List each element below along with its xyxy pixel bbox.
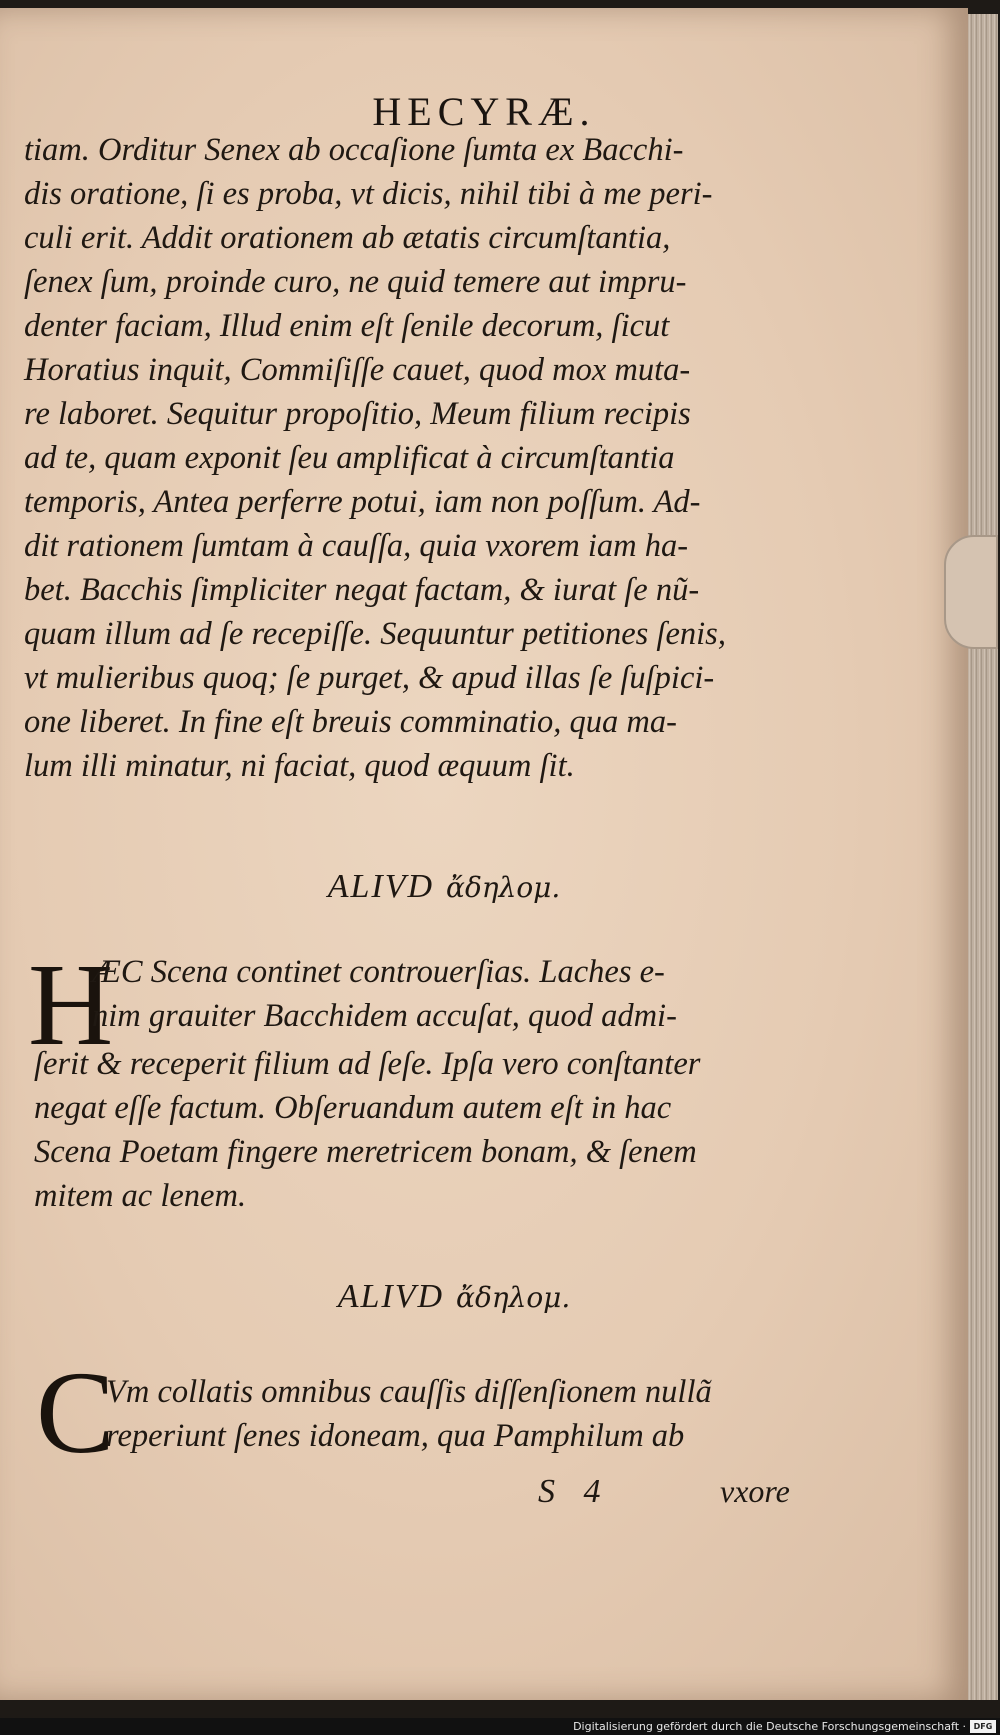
- text-line: bet. Bacchis ſimpliciter negat factam, & iurat ſe nũ-: [24, 572, 700, 608]
- text-line: Horatius inquit, Commiſiſſe cauet, quod mox muta-: [24, 352, 691, 388]
- paragraph-2: [34, 1042, 814, 1218]
- running-head: HECYRÆ.: [372, 89, 596, 134]
- text-line: culi erit. Addit orationem ab ætatis circumſtantia,: [24, 220, 671, 256]
- paragraph-3: [106, 1370, 816, 1458]
- text-line: quam illum ad ſe recepiſſe. Sequuntur petitiones ſenis,: [24, 616, 726, 652]
- section-heading-1: [0, 868, 928, 906]
- heading-greek: ἄδηλομ.: [456, 1281, 571, 1314]
- text-line: one liberet. In fine eſt breuis comminatio, qua ma-: [24, 704, 677, 740]
- heading-latin: ALIVD: [327, 868, 435, 905]
- paragraph-1: [24, 128, 804, 788]
- text-line: ſenex ſum, proinde curo, ne quid temere aut impru-: [24, 264, 687, 300]
- paragraph-2-first-lines: [92, 950, 812, 1038]
- page-clip: [944, 535, 998, 649]
- dfg-logo: DFG: [970, 1720, 996, 1733]
- text-line: Vm collatis omnibus cauſſis diſſenſionem nullã: [106, 1374, 712, 1410]
- text-line: nim grauiter Bacchidem accuſat, quod admi-: [92, 998, 677, 1034]
- page-edges: [968, 14, 998, 1700]
- text-line: ÆC Scena continet controuerſias. Laches e-: [92, 954, 665, 990]
- text-line: Scena Poetam fingere meretricem bonam, & ſenem: [34, 1134, 697, 1170]
- text-line: mitem ac lenem.: [34, 1178, 247, 1214]
- catchword: vxore: [720, 1473, 790, 1509]
- heading-latin: ALIVD: [337, 1278, 445, 1315]
- text-line: vt mulieribus quoq; ſe purget, & apud illas ſe ſuſpici-: [24, 660, 715, 696]
- text-line: re laboret. Sequitur propoſitio, Meum filium recipis: [24, 396, 691, 432]
- text-line: denter faciam, Illud enim eſt ſenile decorum, ſicut: [24, 308, 670, 344]
- digitization-credit: Digitalisierung gefördert durch die Deutsche Forschungsgemeinschaft ·: [573, 1720, 966, 1733]
- signature-mark: S 4: [538, 1473, 611, 1510]
- text-line: negat eſſe factum. Obſeruandum autem eſt in hac: [34, 1090, 672, 1126]
- text-line: ſerit & receperit filium ad ſeſe. Ipſa vero conſtanter: [34, 1046, 701, 1082]
- text-line: tiam. Orditur Senex ab occaſione ſumta ex Bacchi-: [24, 132, 684, 168]
- drop-cap-h: H: [28, 939, 114, 1070]
- text-line: dit rationem ſumtam à cauſſa, quia vxorem iam ha-: [24, 528, 689, 564]
- text-line: dis oratione, ſi es proba, vt dicis, nihil tibi à me peri-: [24, 176, 713, 212]
- section-heading-2: [0, 1278, 938, 1316]
- heading-greek: ἄδηλομ.: [446, 871, 561, 904]
- text-line: ad te, quam exponit ſeu amplificat à circumſtantia: [24, 440, 675, 476]
- text-line: reperiunt ſenes idoneam, qua Pamphilum ab: [106, 1418, 685, 1454]
- text-line: lum illi minatur, ni faciat, quod æquum ſit.: [24, 748, 575, 784]
- drop-cap-c: C: [36, 1347, 115, 1478]
- text-line: temporis, Antea perferre potui, iam non poſſum. Ad-: [24, 484, 701, 520]
